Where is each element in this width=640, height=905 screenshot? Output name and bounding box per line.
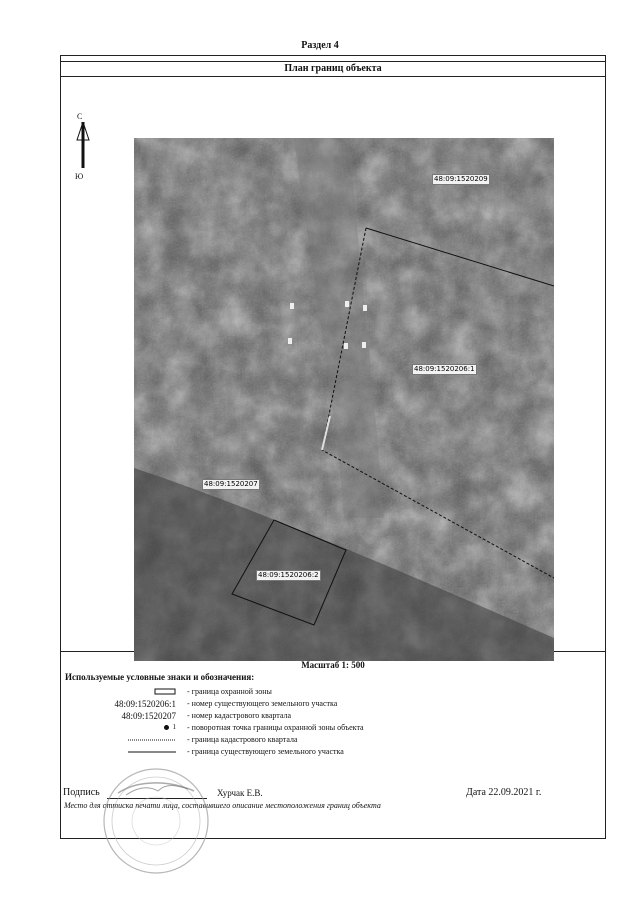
turning-point-1 (345, 301, 349, 307)
compass-south-label: Ю (75, 172, 84, 181)
scale-label: Масштаб 1: 500 (301, 660, 365, 670)
legend-symbol-parcel-boundary (61, 747, 176, 756)
legend-text: - номер существующего земельного участка (187, 699, 338, 708)
turning-point-dot-icon (164, 725, 169, 730)
cadastral-label-parcel-main: 48:09:1520206:1 (414, 365, 475, 373)
legend-symbol-protection-zone (61, 687, 176, 696)
cadastral-label-quarter: 48:09:1520207 (204, 480, 258, 488)
legend-text: - поворотная точка границы охранной зоны объекта (187, 723, 364, 732)
turning-point-4 (344, 343, 348, 349)
plan-title: План границ объекта (61, 61, 605, 77)
turning-point-3 (362, 342, 366, 348)
legend-symbol-quarter-number: 48:09:1520207 (121, 711, 176, 721)
legend-symbol-turning-point: 1 (61, 723, 176, 731)
turning-point-2 (363, 305, 367, 311)
stamp-note: Место для оттиска печати лица, составившего описание местоположения границ объекта (64, 801, 381, 810)
aerial-imagery (134, 138, 554, 661)
turning-point-6 (290, 303, 294, 309)
seal-stamp (96, 761, 216, 881)
signer-name: Хурчак Е.В. (217, 788, 263, 798)
legend-text: - номер кадастрового квартала (187, 711, 292, 720)
legend-symbol-parcel-number: 48:09:1520206:1 (114, 699, 176, 709)
legend-title: Используемые условные знаки и обозначения: (65, 672, 255, 682)
cadastral-label-parcel-bottom: 48:09:1520206:2 (258, 571, 319, 579)
signature-date: Дата 22.09.2021 г. (466, 787, 542, 798)
compass (73, 112, 93, 192)
map-area (61, 82, 605, 652)
legend-text: - граница существующего земельного участка (187, 747, 344, 756)
document-frame (60, 55, 606, 839)
legend-text: - граница охранной зоны (187, 687, 272, 696)
signature-label: Подпись (63, 787, 100, 798)
section-title: Раздел 4 (301, 40, 339, 51)
aerial-map (134, 138, 554, 661)
turning-point-5 (288, 338, 292, 344)
legend-text: - граница кадастрового квартала (187, 735, 298, 744)
legend-symbol-quarter-boundary (61, 735, 176, 744)
cadastral-label-parcel-top: 48:09:1520209 (434, 175, 488, 183)
compass-north-label: С (77, 112, 83, 121)
